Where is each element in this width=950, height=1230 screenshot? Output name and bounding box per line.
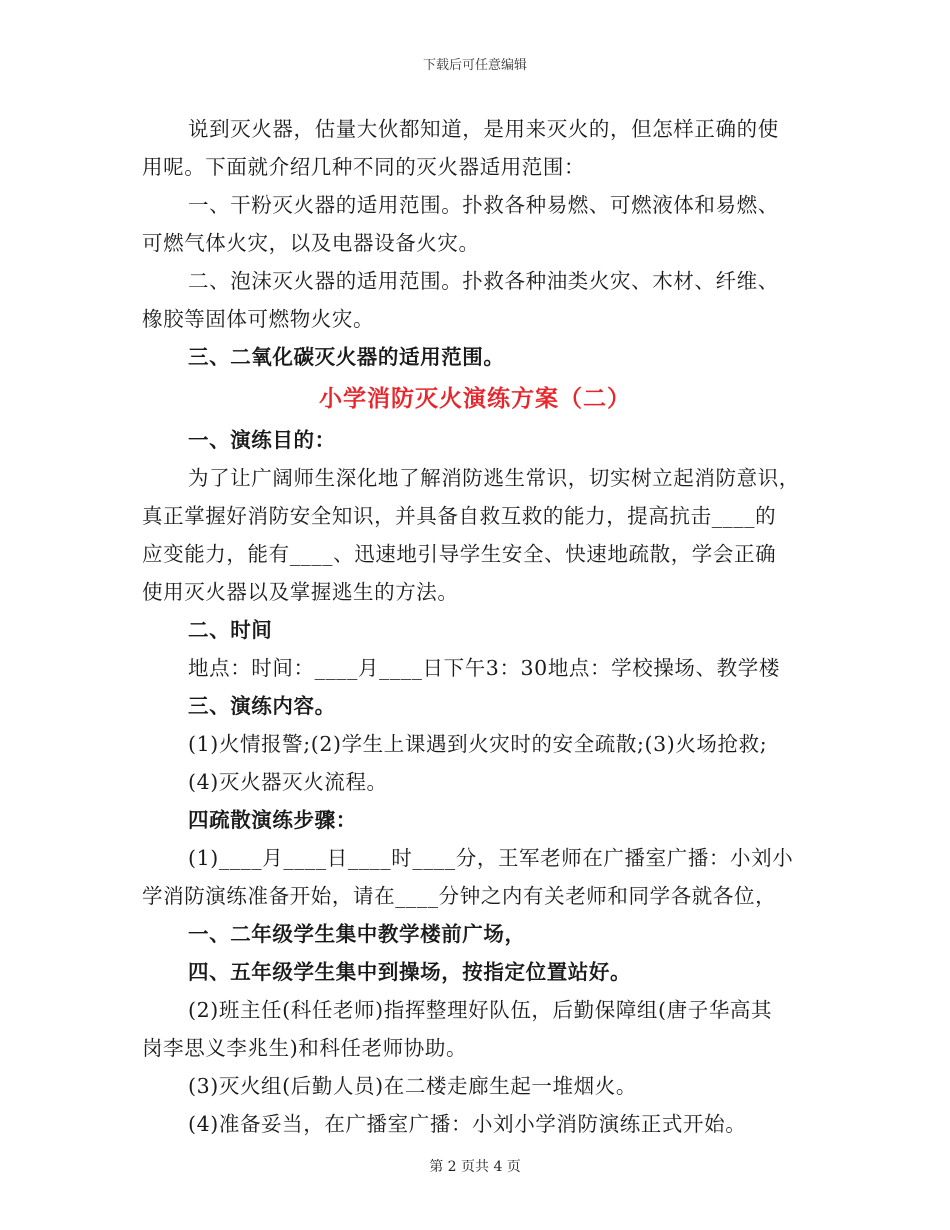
paragraph-line: 应变能力，能有____、迅速地引导学生安全、快速地疏散，学会正确 — [142, 542, 777, 566]
paragraph-line: 使用灭火器以及掌握逃生的方法。 — [142, 580, 459, 604]
page-footer: 第 2 页共 4 页 — [429, 1159, 521, 1175]
heading-line: 三、二氧化碳灭火器的适用范围。 — [188, 345, 505, 369]
paragraph-line: 为了让广阔师生深化地了解消防逃生常识，切实树立起消防意识， — [188, 466, 800, 490]
paragraph-line: 地点：时间：____月____日下午3：30地点：学校操场、教学楼 — [188, 656, 780, 680]
paragraph-line: 二、泡沫灭火器的适用范围。扑救各种油类火灾、木材、纤维、 — [188, 269, 779, 293]
document-body — [142, 110, 808, 1143]
paragraph-line: 岗李思义李兆生)和科任老师协助。 — [142, 1036, 468, 1060]
heading-line: 一、二年级学生集中教学楼前广场， — [188, 922, 526, 946]
section-title: 小学消防灭火演练方案（二） — [319, 385, 631, 412]
paragraph-line: (1)火情报警;(2)学生上课遇到火灾时的安全疏散;(3)火场抢救; — [188, 732, 768, 756]
heading-line: 四、五年级学生集中到操场，按指定位置站好。 — [188, 960, 632, 984]
paragraph-line: (4)准备妥当，在广播室广播：小刘小学消防演练正式开始。 — [188, 1112, 747, 1136]
heading-line: 四疏散演练步骤： — [188, 808, 357, 832]
heading-line: 一、演练目的： — [188, 428, 336, 452]
paragraph-line: 橡胶等固体可燃物火灾。 — [142, 307, 375, 331]
paragraph-line: (4)灭火器灭火流程。 — [188, 770, 388, 794]
paragraph-line: 学消防演练准备开始，请在____分钟之内有关老师和同学各就各位， — [142, 884, 777, 908]
paragraph-line: 用呢。下面就介绍几种不同的灭火器适用范围： — [142, 155, 586, 179]
paragraph-line: (1)____月____日____时____分，王军老师在广播室广播：小刘小 — [188, 846, 794, 870]
heading-line: 二、时间 — [188, 618, 273, 642]
paragraph-line: (2)班主任(科任老师)指挥整理好队伍，后勤保障组(唐子华高其 — [188, 998, 773, 1022]
page-header: 下载后可任意编辑 — [422, 58, 527, 73]
paragraph-line: (3)灭火组(后勤人员)在二楼走廊生起一堆烟火。 — [188, 1074, 637, 1098]
paragraph-line: 真正掌握好消防安全知识，并具备自救互救的能力，提高抗击____的 — [142, 504, 777, 528]
paragraph-line: 一、干粉灭火器的适用范围。扑救各种易燃、可燃液体和易燃、 — [188, 193, 779, 217]
heading-line: 三、演练内容。 — [188, 694, 336, 718]
paragraph-line: 可燃气体火灾，以及电器设备火灾。 — [142, 231, 480, 255]
paragraph-line: 说到灭火器，估量大伙都知道，是用来灭火的，但怎样正确的使 — [188, 117, 779, 141]
